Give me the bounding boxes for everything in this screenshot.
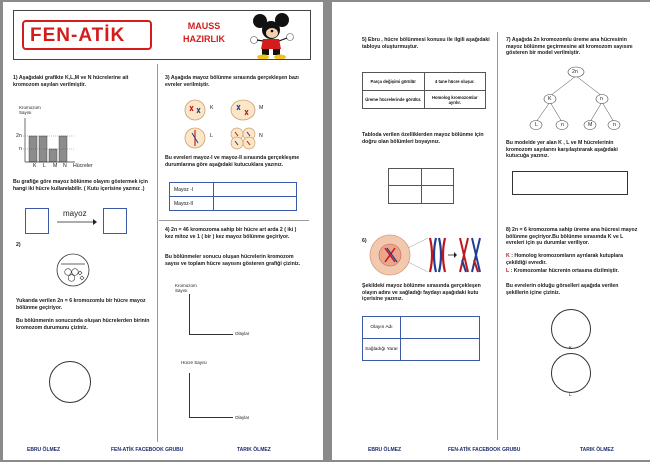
- q5-color-grid: [388, 168, 454, 204]
- q4-graph1-xlabel: Olaylar: [235, 331, 250, 336]
- q3-row2-label: Mayoz-II: [170, 197, 214, 211]
- q6-row2-answer[interactable]: [401, 339, 480, 361]
- footer-right-author: EBRU ÖLMEZ: [368, 447, 402, 453]
- q7-answer-box[interactable]: [512, 171, 628, 195]
- q5-cell-2[interactable]: 4 tane hücre oluşur.: [424, 73, 486, 91]
- q8-question: Bu evrelerin olduğu görselleri aşağıda verilen şekillerin içine çiziniz.: [506, 283, 619, 296]
- q5-cell-1[interactable]: Parça değişimi görülür: [363, 73, 425, 91]
- q2-answer-circle[interactable]: [49, 361, 91, 403]
- q8-k-text: : Homolog kromozomların ayrılarak kutuplara çekildiği evredir.: [506, 253, 624, 266]
- q8-circle-k[interactable]: [551, 309, 591, 349]
- q8-text: 8) 2n = 6 kromozoma sahip üreme ana hücresi mayoz bölünme geçiriyor.Bu bölünme sırasında K ve L evreleri için şu durumlar veriliyor.: [506, 227, 638, 247]
- q4-graph2-ylabel: Hücre Sayısı: [181, 360, 207, 365]
- q8-circle-l[interactable]: [551, 353, 591, 393]
- q5-cell-4[interactable]: Homolog kromozomlar ayrılır.: [424, 91, 486, 109]
- mickey-mouse-illustration: [246, 13, 302, 59]
- logo-text: FEN-ATİK: [30, 25, 126, 46]
- q3-row-mayoz1: [170, 183, 297, 197]
- q3-text: 3) Aşağıda mayoz bölünme sırasında gerçekleşen bazı evreler verilmiştir.: [165, 75, 299, 88]
- q8-circle-l-label: L: [569, 392, 572, 397]
- q5-grid-cell-1[interactable]: [389, 169, 422, 186]
- q1-xlabel-m: M: [53, 163, 58, 169]
- q7-node-n3: n: [613, 122, 616, 128]
- arrow-right-icon: [57, 218, 97, 226]
- q4-question: Bu bölünmeler sonucu oluşan hücrelerin kromozom sayısı ve toplam hücre sayısını gösteren grafiği çiziniz.: [165, 254, 301, 267]
- q5-cell-3[interactable]: Üreme hücrelerinde görülür.: [363, 91, 425, 109]
- q4-graph2-xlabel: Olaylar: [235, 415, 250, 420]
- right-column-separator: [159, 220, 309, 221]
- worksheet-page-left: [3, 2, 323, 460]
- q3-phase-k-cell: [183, 98, 207, 122]
- q4-graph2-y-axis: [189, 373, 190, 417]
- footer-left-author: EBRU ÖLMEZ: [27, 447, 61, 453]
- footer-left-group: FEN-ATİK FACEBOOK GRUBU: [111, 447, 184, 453]
- column-divider: [157, 64, 158, 442]
- q8-l-desc: [506, 268, 640, 275]
- q1-answer-box-1[interactable]: [25, 208, 49, 234]
- q6-number: 6): [362, 238, 367, 244]
- q2-question: Bu bölünmenin sonucunda oluşan hücrelerden birinin kromozom durumunu çiziniz.: [16, 318, 150, 331]
- q5-text: 5) Ebru , hücre bölünmesi konusu ile ilgili aşağıdaki tabloyu oluşturmuştur.: [362, 37, 490, 50]
- q5-grid-cell-4[interactable]: [422, 186, 454, 203]
- q1-chart-xlabel: Hücreler: [73, 163, 93, 169]
- q8-l-text: : Kromozomlar hücrenin ortasına dizilmiştir.: [510, 268, 619, 274]
- q6-row2-label: Sağladığı Yarar: [363, 339, 401, 361]
- q3-row1-label: Mayoz -I: [170, 183, 214, 197]
- q3-row-mayoz2: [170, 197, 297, 211]
- q8-k-desc: [506, 253, 640, 266]
- footer-right-author-2: TARIK ÖLMEZ: [580, 447, 614, 453]
- q3-phase-l-cell: [229, 98, 257, 122]
- column-divider-right: [497, 32, 498, 440]
- q7-text: 7) Aşağıda 2n kromozomlu üreme ana hücresinin mayoz bölünme geçirmesine ait kromozom sayısını gösteren bir model verilmiştir.: [506, 37, 633, 57]
- footer-right-group: FEN-ATİK FACEBOOK GRUBU: [448, 447, 521, 453]
- q4-graph2-x-axis[interactable]: [189, 417, 233, 418]
- q7-node-n1: n: [600, 96, 603, 102]
- q6-row1-answer[interactable]: [401, 317, 480, 339]
- q6-row1-label: Olayın Adı: [363, 317, 401, 339]
- q1-xlabel-k: K: [33, 163, 37, 169]
- q4-graph1-x-axis[interactable]: [189, 334, 233, 335]
- q1-bar-chart: [13, 116, 91, 170]
- q2-text: Yukarıda verilen 2n = 6 kromozomlu bir hücre mayoz bölünme geçiriyor.: [16, 298, 146, 311]
- q6-answer-table: [362, 316, 480, 361]
- q2-number: 2): [16, 242, 21, 248]
- q4-graph1-ylabel: Kromozom Sayısı: [175, 283, 197, 293]
- q3-row2-answer[interactable]: [214, 197, 297, 211]
- q7-question: Bu modelde yer alan K , L ve M hücrelerinin kromozom sayılarını karşılaştırarak aşağıdaki kutucuğa yazınız.: [506, 140, 618, 160]
- q1-answer-box-2[interactable]: [103, 208, 127, 234]
- q3-label-n: N: [259, 133, 263, 139]
- q3-question: Bu evreleri mayoz-I ve mayoz-II sırasında gerçekleşme durumlarına göre aşağıdaki kutucuklara yazınız.: [165, 155, 300, 168]
- q6-crossing-over-illustration: [368, 230, 486, 280]
- title-line-2: HAZIRLIK: [183, 34, 225, 44]
- q7-node-k: K: [548, 96, 552, 102]
- q1-chart-ylabel: Kromozom Sayısı: [19, 105, 41, 115]
- q1-tick-n: n: [19, 146, 22, 152]
- q1-tick-2n: 2n: [16, 133, 22, 139]
- q5-question: Tabloda verilen özelliklerden mayoz bölünme için doğru olan bölümleri boyayınız.: [362, 132, 484, 145]
- q7-node-l: L: [535, 122, 538, 128]
- q5-feature-table: [362, 72, 486, 109]
- q4-text: 4) 2n = 46 kromozoma sahip bir hücre art arda 2 ( iki ) kez mitoz ve 1 ( bir ) kez mayoz bölünme geçiriyor.: [165, 227, 297, 240]
- header-banner: [13, 10, 311, 60]
- q5-grid-cell-2[interactable]: [422, 169, 454, 186]
- q7-node-root: 2n: [572, 69, 578, 75]
- q7-node-m: M: [588, 122, 593, 128]
- q1-text: 1) Aşağıdaki grafikte K,L,M ve N hücrelerine ait kromozom sayıları verilmiştir.: [13, 75, 129, 88]
- q1-arrow-label: mayoz: [63, 209, 87, 218]
- q8-l-key: L: [506, 268, 510, 274]
- q8-k-key: K: [506, 253, 510, 259]
- q3-label-l: L: [210, 133, 213, 139]
- q6-question: Şekildeki mayoz bölünme sırasında gerçekleşen olayın adını ve sağladığı faydayı aşağıdaki kutu içerisine yazınız.: [362, 283, 481, 303]
- q1-xlabel-n: N: [63, 163, 67, 169]
- q1-xlabel-l: L: [43, 163, 46, 169]
- logo: [22, 20, 152, 50]
- q1-question: Bu grafiğe göre mayoz bölünme olayını göstermek için hangi iki hücre kullanılabilir. ( Kutu içerisine yazınız .): [13, 179, 148, 192]
- title-line-1: MAUSS: [187, 21, 221, 31]
- q3-row1-answer[interactable]: [214, 183, 297, 197]
- footer-left-author-2: TARIK ÖLMEZ: [237, 447, 271, 453]
- q3-phase-n-cell: [229, 126, 257, 150]
- page-title: [174, 21, 234, 44]
- q3-answer-table: [169, 182, 297, 211]
- q3-label-k: K: [210, 105, 214, 111]
- q3-phase-l2-cell: [183, 126, 207, 150]
- q4-graph1-y-axis: [189, 294, 190, 334]
- worksheet-page-right: [332, 2, 650, 460]
- q5-grid-cell-3[interactable]: [389, 186, 422, 203]
- q2-cell-diagram: [55, 252, 91, 288]
- q7-node-n2: n: [561, 122, 564, 128]
- q1-x-labels: [33, 163, 103, 171]
- q8-circle-k-label: K: [569, 345, 573, 350]
- q1-bar-m: [49, 149, 57, 162]
- q3-label-m: M: [259, 105, 264, 111]
